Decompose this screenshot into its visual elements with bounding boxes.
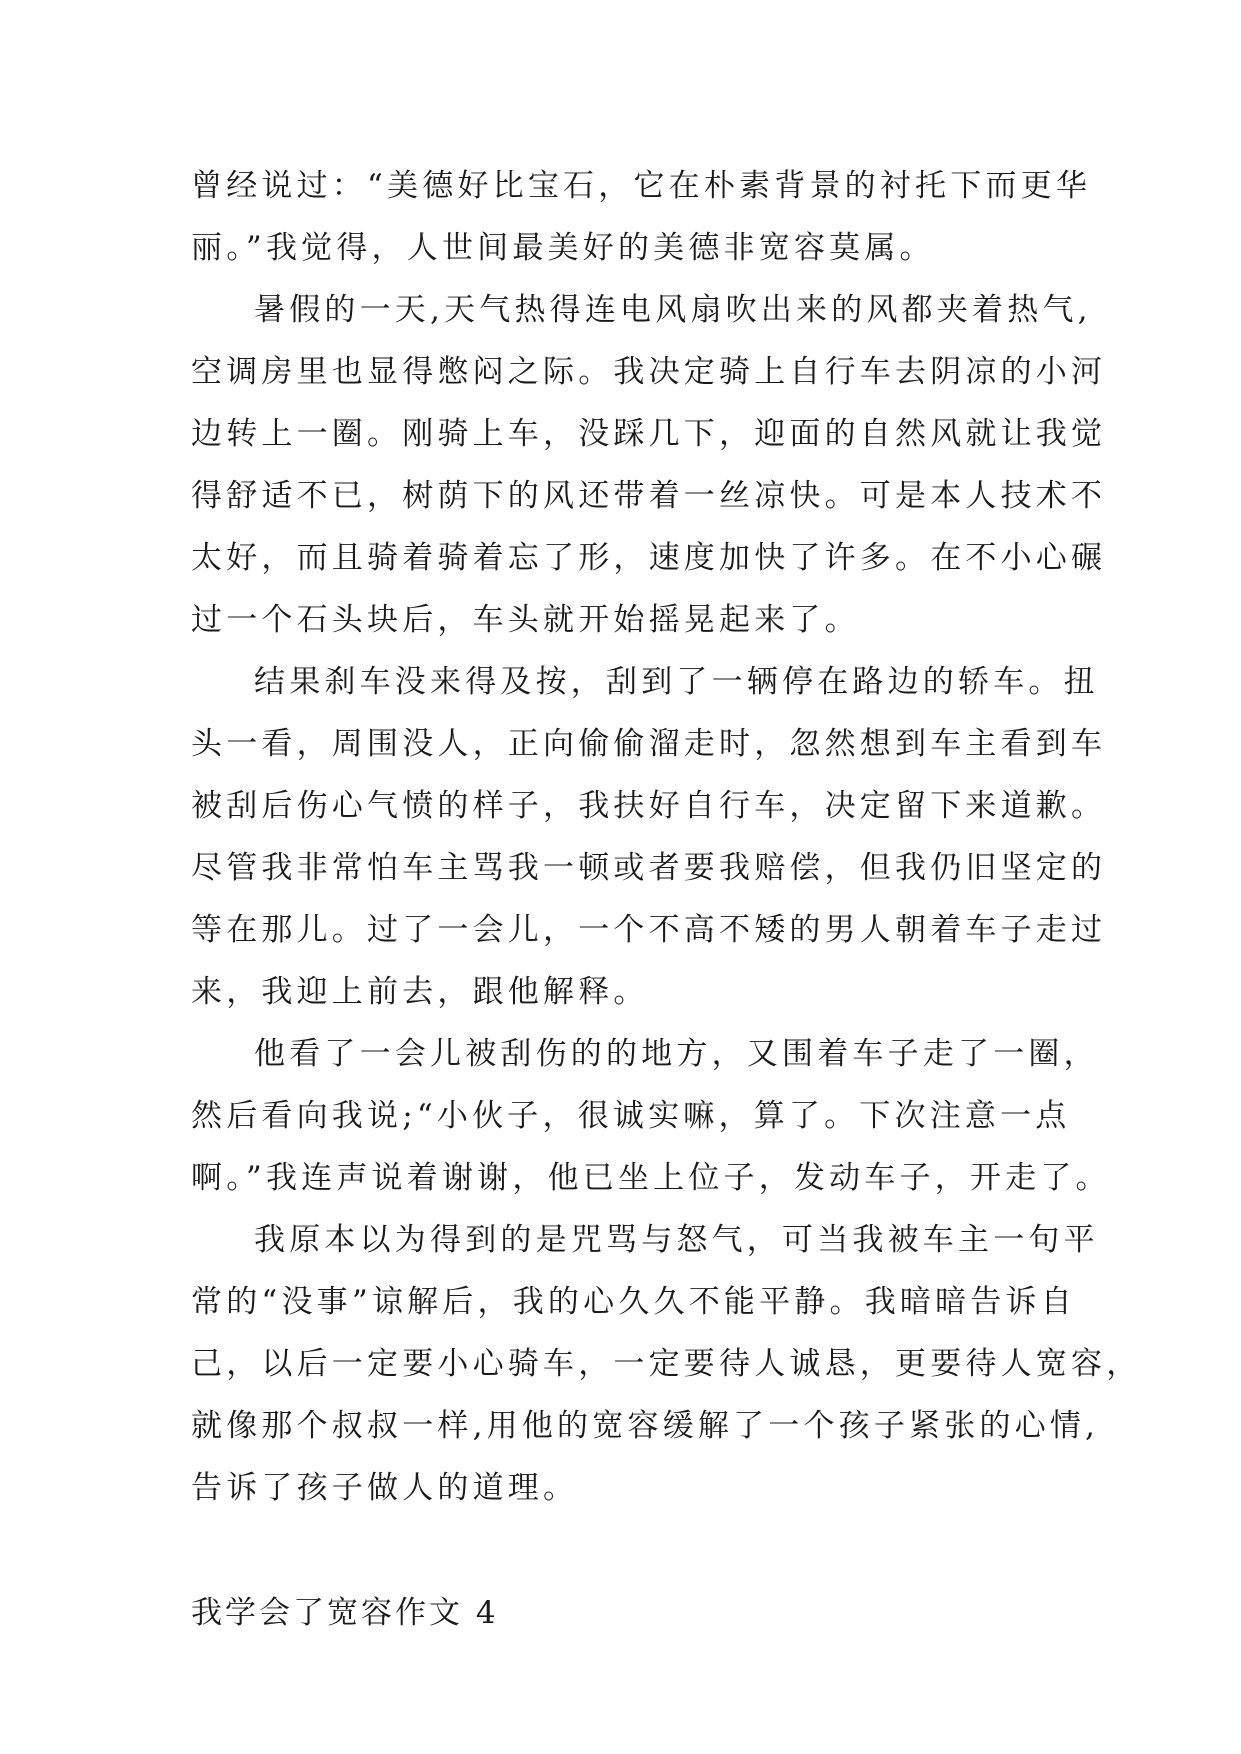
paragraph-2-line-1: 暑假的一天,天气热得连电风扇吹出来的风都夹着热气, [254,292,1092,328]
paragraph-2-line-3: 边转上一圈。刚骑上车，没踩几下，迎面的自然风就让我觉 [191,416,1107,452]
paragraph-2-line-4: 得舒适不已，树荫下的风还带着一丝凉快。可是本人技术不 [191,478,1107,514]
paragraph-3-line-3: 被刮后伤心气愤的样子，我扶好自行车，决定留下来道歉。 [191,788,1107,824]
paragraph-5-line-2: 常的“没事”谅解后，我的心久久不能平静。我暗暗告诉自 [191,1284,1076,1320]
paragraph-5-line-5: 告诉了孩子做人的道理。 [191,1470,579,1506]
paragraph-2-line-5: 太好，而且骑着骑着忘了形，速度加快了许多。在不小心碾 [191,540,1107,576]
paragraph-4-line-3: 啊。”我连声说着谢谢，他已坐上位子，发动车子，开走了。 [191,1160,1111,1196]
paragraph-3-line-2: 头一看，周围没人，正向偷偷溜走时，忽然想到车主看到车 [191,726,1107,762]
paragraph-4-line-1: 他看了一会儿被刮伤的的地方，又围着车子走了一圈， [254,1036,1099,1072]
paragraph-3-line-4: 尽管我非常怕车主骂我一顿或者要我赔偿，但我仍旧坚定的 [191,850,1107,886]
paragraph-5-line-1: 我原本以为得到的是咒骂与怒气，可当我被车主一句平 [254,1222,1099,1258]
section-heading: 我学会了宽容作文 4 [191,1595,499,1631]
paragraph-3-line-1: 结果刹车没来得及按，刮到了一辆停在路边的轿车。扭 [254,664,1099,700]
paragraph-1-line-1: 曾经说过：“美德好比宝石，它在朴素背景的衬托下而更华 [191,168,1092,204]
paragraph-3-line-5: 等在那儿。过了一会儿，一个不高不矮的男人朝着车子走过 [191,912,1107,948]
paragraph-3-line-6: 来，我迎上前去，跟他解释。 [191,974,649,1010]
paragraph-2-line-6: 过一个石头块后，车头就开始摇晃起来了。 [191,602,860,638]
paragraph-5-line-4: 就像那个叔叔一样,用他的宽容缓解了一个孩子紧张的心情, [191,1408,1100,1444]
paragraph-5-line-3: 己，以后一定要小心骑车，一定要待人诚恳，更要待人宽容， [191,1346,1142,1382]
paragraph-1-line-2: 丽。”我觉得，人世间最美好的美德非宽容莫属。 [191,230,935,266]
paragraph-2-line-2: 空调房里也显得憋闷之际。我决定骑上自行车去阴凉的小河 [191,354,1107,390]
paragraph-4-line-2: 然后看向我说;“小伙子，很诚实嘛，算了。下次注意一点 [191,1098,1071,1134]
